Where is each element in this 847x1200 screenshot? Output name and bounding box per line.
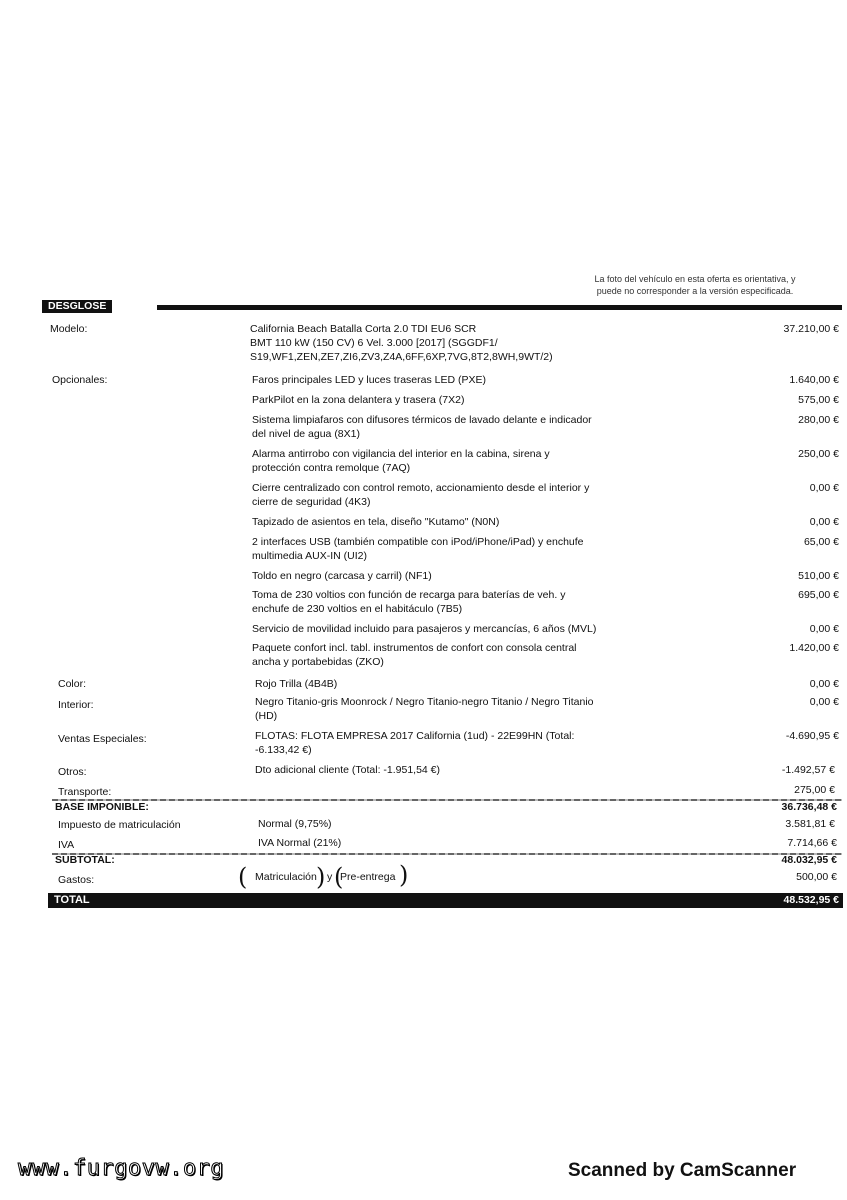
photo-disclaimer <box>560 273 830 297</box>
scanner-watermark: Scanned by CamScanner <box>568 1160 797 1181</box>
desc-line: FLOTAS: FLOTA EMPRESA 2017 California (1ud) - 22E99HN (Total: <box>255 730 575 742</box>
option-desc <box>252 622 652 636</box>
subtotal-label: SUBTOTAL: <box>55 854 115 866</box>
otros-label: Otros: <box>58 766 87 778</box>
total-amount: 48.532,95 € <box>783 894 839 906</box>
option-amount: 1.420,00 € <box>789 642 839 654</box>
desc-line: -6.133,42 €) <box>255 744 312 756</box>
transporte-label: Transporte: <box>58 786 112 798</box>
total-bar <box>48 893 843 908</box>
disclaimer-line: puede no corresponder a la versión especificada. <box>596 286 794 296</box>
option-desc <box>252 515 652 529</box>
desc-line: Toldo en negro (carcasa y carril) (NF1) <box>252 570 432 582</box>
handwritten-bracket-mark: ( <box>334 863 344 891</box>
handwritten-bracket-mark: ) <box>399 861 409 889</box>
option-amount: 0,00 € <box>809 623 839 635</box>
gastos-label: Gastos: <box>58 874 95 886</box>
option-desc <box>252 588 652 616</box>
desc-line: Sistema limpiafaros con difusores térmicos de lavado delante e indicador <box>252 414 592 426</box>
base-imponible-label: BASE IMPONIBLE: <box>55 801 149 813</box>
subtotal-amount: 48.032,95 € <box>781 854 837 866</box>
opcionales-label: Opcionales: <box>52 374 108 386</box>
disclaimer-line: La foto del vehículo en esta oferta es orientativa, y <box>594 274 796 284</box>
iva-label: IVA <box>58 839 75 851</box>
desc-line: enchufe de 230 voltios en el habitáculo (7B5) <box>252 603 463 615</box>
ventas-desc <box>255 729 655 757</box>
interior-desc <box>255 695 655 723</box>
desglose-header <box>42 300 842 313</box>
desc-line: Cierre centralizado con control remoto, accionamiento desde el interior y <box>252 482 590 494</box>
base-imponible-amount: 36.736,48 € <box>781 801 837 813</box>
option-amount: 280,00 € <box>798 414 839 426</box>
desc-line: 2 interfaces USB (también compatible con iPod/iPhone/iPad) y enchufe <box>252 536 584 548</box>
desglose-title: DESGLOSE <box>42 300 112 313</box>
gastos-desc-c: Pre-entrega <box>340 871 396 883</box>
impuesto-label: Impuesto de matriculación <box>58 819 181 831</box>
impuesto-amount: 3.581,81 € <box>785 818 835 830</box>
ventas-label: Ventas Especiales: <box>58 733 147 745</box>
option-desc <box>252 481 652 509</box>
option-desc <box>252 393 652 407</box>
total-label: TOTAL <box>54 894 90 906</box>
desc-line: S19,WF1,ZEN,ZE7,ZI6,ZV3,Z4A,6FF,6XP,7VG,8T2,8WH,9WT/2) <box>250 351 553 363</box>
modelo-label: Modelo: <box>50 323 88 335</box>
desc-line: BMT 110 kW (150 CV) 6 Vel. 3.000 [2017] (SGGDF1/ <box>250 337 498 349</box>
option-desc <box>252 535 652 563</box>
option-desc <box>252 641 652 669</box>
option-amount: 0,00 € <box>809 516 839 528</box>
desc-line: Paquete confort incl. tabl. instrumentos de confort con consola central <box>252 642 577 654</box>
iva-amount: 7.714,66 € <box>787 837 837 849</box>
otros-amount: -1.492,57 € <box>781 764 835 776</box>
gastos-amount: 500,00 € <box>796 871 837 883</box>
option-desc <box>252 413 652 441</box>
interior-label: Interior: <box>58 699 94 711</box>
desc-line: California Beach Batalla Corta 2.0 TDI EU6 SCR <box>250 323 477 335</box>
option-desc <box>252 447 652 475</box>
watermark-website: www.furgovw.org <box>18 1156 225 1181</box>
iva-desc: IVA Normal (21%) <box>258 837 342 849</box>
color-desc: Rojo Trilla (4B4B) <box>255 678 338 690</box>
ventas-amount: -4.690,95 € <box>785 730 839 742</box>
desc-line: Alarma antirrobo con vigilancia del interior en la cabina, sirena y <box>252 448 550 460</box>
gastos-desc-b: y <box>327 871 333 883</box>
handwritten-bracket-mark: ( <box>238 863 248 891</box>
option-amount: 510,00 € <box>798 570 839 582</box>
desc-line: ancha y portabebidas (ZKO) <box>252 656 384 668</box>
gastos-desc-a: Matriculación <box>255 871 317 883</box>
modelo-desc <box>250 322 650 364</box>
desc-line: protección contra remolque (7AQ) <box>252 462 411 474</box>
desc-line: Toma de 230 voltios con función de recarga para baterías de veh. y <box>252 589 566 601</box>
desc-line: (HD) <box>255 710 278 722</box>
transporte-amount: 275,00 € <box>794 784 835 796</box>
desc-line: ParkPilot en la zona delantera y trasera (7X2) <box>252 394 465 406</box>
desc-line: del nivel de agua (8X1) <box>252 428 360 440</box>
color-amount: 0,00 € <box>809 678 839 690</box>
interior-amount: 0,00 € <box>809 696 839 708</box>
option-amount: 695,00 € <box>798 589 839 601</box>
desc-line: Negro Titanio-gris Moonrock / Negro Titanio-negro Titanio / Negro Titanio <box>255 696 594 708</box>
handwritten-bracket-mark: ) <box>316 863 326 891</box>
option-amount: 0,00 € <box>809 482 839 494</box>
option-amount: 575,00 € <box>798 394 839 406</box>
desc-line: Faros principales LED y luces traseras LED (PXE) <box>252 374 486 386</box>
desc-line: multimedia AUX-IN (UI2) <box>252 550 367 562</box>
option-amount: 65,00 € <box>803 536 839 548</box>
otros-desc: Dto adicional cliente (Total: -1.951,54 €) <box>255 764 441 776</box>
impuesto-desc: Normal (9,75%) <box>258 818 332 830</box>
desc-line: cierre de seguridad (4K3) <box>252 496 371 508</box>
color-label: Color: <box>58 678 87 690</box>
option-desc <box>252 569 652 583</box>
desc-line: Servicio de movilidad incluido para pasajeros y mercancías, 6 años (MVL) <box>252 623 597 635</box>
option-desc <box>252 373 652 387</box>
modelo-amount: 37.210,00 € <box>783 323 839 335</box>
desc-line: Tapizado de asientos en tela, diseño "Kutamo" (N0N) <box>252 516 500 528</box>
option-amount: 250,00 € <box>798 448 839 460</box>
option-amount: 1.640,00 € <box>789 374 839 386</box>
